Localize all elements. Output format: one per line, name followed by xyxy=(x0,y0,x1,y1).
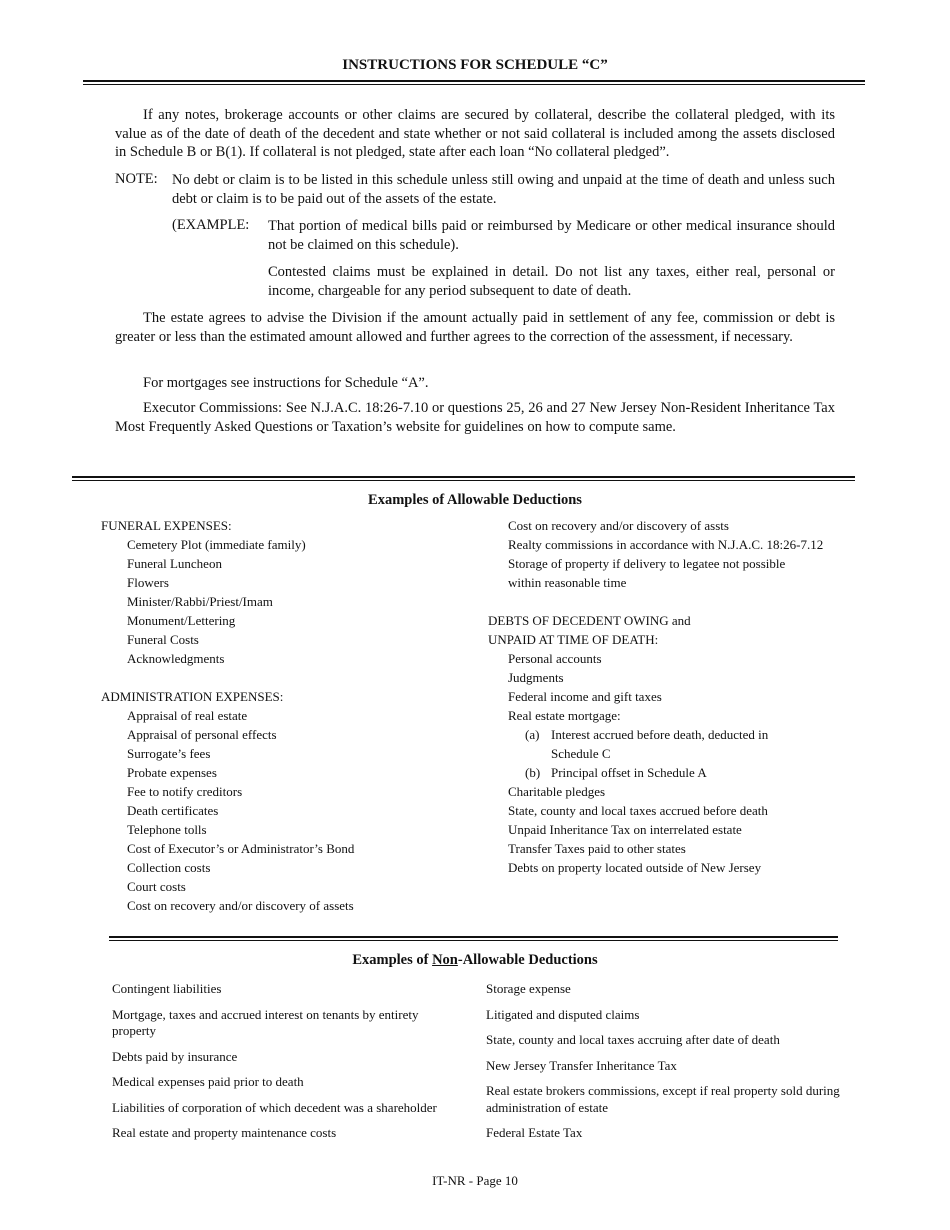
debts-heading-line1: DEBTS OF DECEDENT OWING and xyxy=(488,613,691,628)
list-item: Charitable pledges xyxy=(508,784,606,799)
list-item: Surrogate’s fees xyxy=(127,746,211,761)
sub-label: (b) xyxy=(525,765,541,780)
list-item: Death certificates xyxy=(127,803,219,818)
mortgages-paragraph: For mortgages see instructions for Schedule “A”. xyxy=(143,375,429,391)
sub-text: Interest accrued before death, deducted in xyxy=(551,727,769,742)
list-item: Cost on recovery and/or discovery of assets xyxy=(127,898,354,913)
list-item: Storage of property if delivery to legatee not possible xyxy=(508,556,786,571)
list-item: Funeral Costs xyxy=(127,632,199,647)
debts-heading-line2: UNPAID AT TIME OF DEATH: xyxy=(488,632,659,647)
note-label: NOTE: xyxy=(115,171,158,187)
list-item: Real estate mortgage: xyxy=(508,708,621,723)
header-rule xyxy=(83,80,865,85)
list-item: Real estate and property maintenance costs xyxy=(112,1125,337,1140)
list-item: Cost on recovery and/or discovery of assts xyxy=(508,518,729,533)
allowable-left-column xyxy=(101,516,354,915)
list-item: Funeral Luncheon xyxy=(127,556,222,571)
page-number: IT-NR - Page 10 xyxy=(432,1173,518,1188)
allowable-rule xyxy=(72,476,855,481)
list-item: Mortgage, taxes and accrued interest on tenants by entirety property xyxy=(112,1006,419,1038)
list-item: Federal income and gift taxes xyxy=(508,689,662,704)
non-allowable-rule xyxy=(109,936,838,941)
list-item: Real estate brokers commissions, except if real property sold during administration of estate xyxy=(486,1083,840,1115)
list-item: Collection costs xyxy=(127,860,211,875)
contested-text: Contested claims must be explained in detail. Do not list any taxes, either real, personal or income, chargeable for any period subsequent to date of death. xyxy=(268,264,835,299)
sub-text: Principal offset in Schedule A xyxy=(551,765,707,780)
title-part: -Allowable Deductions xyxy=(457,952,598,968)
list-item: Personal accounts xyxy=(508,651,602,666)
list-item: Telephone tolls xyxy=(127,822,207,837)
funeral-heading: FUNERAL EXPENSES: xyxy=(101,518,232,533)
list-item: within reasonable time xyxy=(508,575,627,590)
list-item: Cost of Executor’s or Administrator’s Bond xyxy=(127,841,355,856)
list-item: Liabilities of corporation of which decedent was a shareholder xyxy=(112,1099,437,1115)
list-item: Medical expenses paid prior to death xyxy=(112,1074,304,1089)
list-item: Judgments xyxy=(508,670,564,685)
list-item: Appraisal of personal effects xyxy=(127,727,277,742)
list-item: Flowers xyxy=(127,575,169,590)
list-item: Minister/Rabbi/Priest/Imam xyxy=(127,594,273,609)
mortgage-sub-a-cont: Schedule C xyxy=(551,746,611,761)
allowable-right-column xyxy=(488,516,823,877)
list-item: Debts on property located outside of New Jersey xyxy=(508,860,762,875)
list-item: Court costs xyxy=(127,879,186,894)
non-allowable-right-column xyxy=(486,981,846,1151)
list-item: Monument/Lettering xyxy=(127,613,236,628)
list-item: Storage expense xyxy=(486,981,571,996)
list-item: Transfer Taxes paid to other states xyxy=(508,841,686,856)
example-text: That portion of medical bills paid or reimbursed by Medicare or other medical insurance should not be claimed on this schedule). xyxy=(268,218,835,253)
list-item: Cemetery Plot (immediate family) xyxy=(127,537,306,552)
non-allowable-left-column xyxy=(112,981,457,1151)
list-item: Contingent liabilities xyxy=(112,981,222,996)
list-item: Realty commissions in accordance with N.J.A.C. 18:26-7.12 xyxy=(508,537,824,552)
title-underlined: Non xyxy=(432,952,458,968)
title-part: Examples of xyxy=(352,952,433,968)
list-item: New Jersey Transfer Inheritance Tax xyxy=(486,1057,677,1073)
list-item: Debts paid by insurance xyxy=(112,1048,238,1064)
allowable-title: Examples of Allowable Deductions xyxy=(368,492,582,508)
list-item: Fee to notify creditors xyxy=(127,784,243,799)
list-item: Acknowledgments xyxy=(127,651,225,666)
list-item: State, county and local taxes accruing after date of death xyxy=(486,1032,780,1047)
collateral-paragraph: If any notes, brokerage accounts or other claims are secured by collateral, describe the collateral pledged, with its value as of the date of death of the decedent and state whether or not said collateral is included among the assets disclosed in Schedule B or B(1). If collateral is not pledged, state after each loan “No collateral pledged”. xyxy=(115,107,835,160)
list-item: Unpaid Inheritance Tax on interrelated estate xyxy=(508,822,742,837)
admin-heading: ADMINISTRATION EXPENSES: xyxy=(101,689,284,704)
sub-label: (a) xyxy=(525,727,540,742)
list-item: Probate expenses xyxy=(127,765,217,780)
list-item: Federal Estate Tax xyxy=(486,1125,583,1140)
example-label: (EXAMPLE: xyxy=(172,217,250,233)
list-item: Litigated and disputed claims xyxy=(486,1006,640,1022)
mortgage-sub-a xyxy=(488,725,823,744)
list-item: State, county and local taxes accrued before death xyxy=(508,803,768,818)
note-text: No debt or claim is to be listed in this schedule unless still owing and unpaid at the time of death and unless such debt or claim is to be paid out of the assets of the estate. xyxy=(172,172,835,207)
list-item: Appraisal of real estate xyxy=(127,708,248,723)
advise-paragraph: The estate agrees to advise the Division if the amount actually paid in settlement of any fee, commission or debt is greater or less than the estimated amount allowed and further agrees to the correction of the assessment, if necessary. xyxy=(115,310,835,345)
page-title: INSTRUCTIONS FOR SCHEDULE “C” xyxy=(342,57,608,73)
non-allowable-title xyxy=(0,952,950,969)
mortgage-sub-b xyxy=(488,763,823,782)
executor-paragraph: Executor Commissions: See N.J.A.C. 18:26-7.10 or questions 25, 26 and 27 New Jersey Non-Resident Inheritance Tax Most Frequently Asked Questions or Taxation’s website for guidelines on how to compute same. xyxy=(115,400,835,435)
